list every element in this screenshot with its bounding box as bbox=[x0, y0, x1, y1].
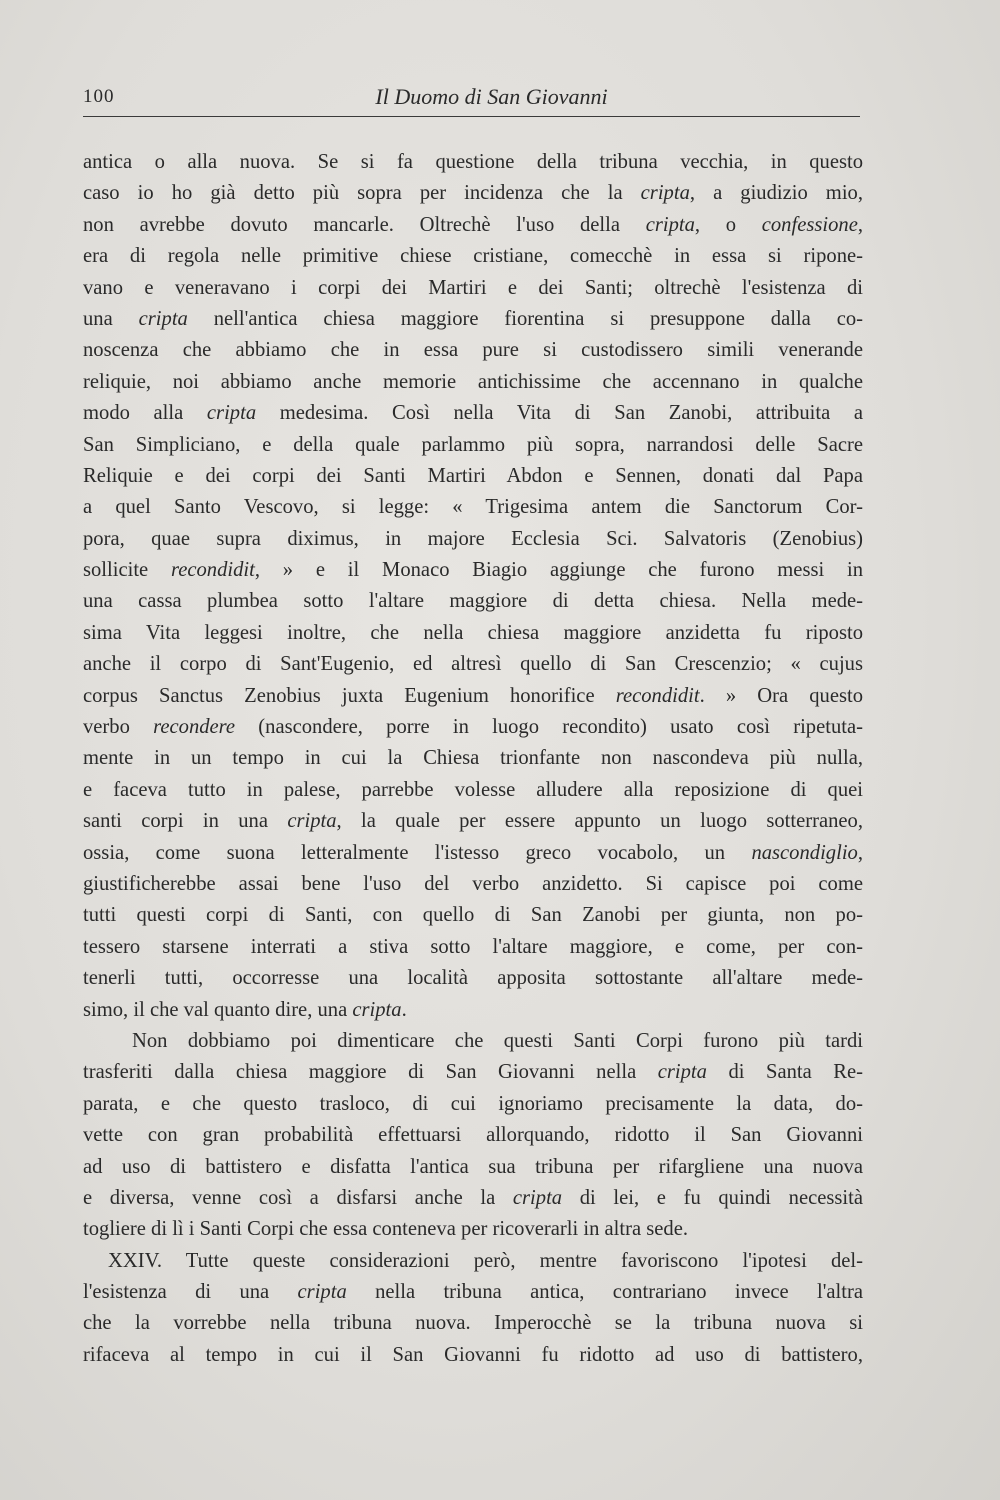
page-number: 100 bbox=[83, 86, 115, 107]
text-line: pora, quae supra diximus, in majore Ecclesia Sci. Salvatoris (Zenobius) bbox=[83, 527, 863, 550]
text-line: sima Vita leggesi inoltre, che nella chiesa maggiore anzidetta fu riposto bbox=[83, 621, 863, 644]
text-line: antica o alla nuova. Se si fa questione della tribuna vecchia, in questo bbox=[83, 151, 863, 173]
text-line: e diversa, venne così a disfarsi anche la cripta di lei, e fu quindi necessità bbox=[83, 1186, 863, 1209]
text-line: che la vorrebbe nella tribuna nuova. Imperocchè se la tribuna nuova si bbox=[83, 1312, 863, 1335]
text-line: vano e veneravano i corpi dei Martiri e dei Santi; oltrechè l'esistenza di bbox=[83, 276, 863, 299]
text-line: tessero starsene interrati a stiva sotto l'altare maggiore, e come, per con- bbox=[83, 935, 863, 958]
text-line: ossia, come suona letteralmente l'istesso greco vocabolo, un nascondiglio, bbox=[83, 841, 863, 864]
text-line: tutti questi corpi di Santi, con quello di San Zanobi per giunta, non po- bbox=[83, 904, 863, 927]
text-line: parata, e che questo trasloco, di cui ignoriamo precisamente la data, do- bbox=[83, 1092, 863, 1115]
text-line: una cripta nell'antica chiesa maggiore fiorentina si presuppone dalla co- bbox=[83, 307, 864, 330]
text-line: reliquie, noi abbiamo anche memorie antichissime che accennano in qualche bbox=[83, 370, 863, 393]
text-line: non avrebbe dovuto mancarle. Oltrechè l'uso della cripta, o confessione, bbox=[83, 213, 863, 236]
text-line: vette con gran probabilità effettuarsi allorquando, ridotto il San Giovanni bbox=[83, 1124, 863, 1147]
text-line: noscenza che abbiamo che in essa pure si custodissero simili venerande bbox=[83, 339, 863, 362]
running-head bbox=[83, 82, 860, 117]
running-title: Il Duomo di San Giovanni bbox=[375, 84, 608, 109]
text-line: trasferiti dalla chiesa maggiore di San Giovanni nella cripta di Santa Re- bbox=[83, 1061, 864, 1084]
text-line: rifaceva al tempo in cui il San Giovanni fu ridotto ad uso di battistero, bbox=[83, 1343, 863, 1366]
text-line: l'esistenza di una cripta nella tribuna antica, contrariano invece l'altra bbox=[83, 1281, 863, 1304]
text-line: a quel Santo Vescovo, si legge: « Trigesima antem die Sanctorum Cor- bbox=[83, 496, 863, 519]
text-line: verbo recondere (nascondere, porre in luogo recondito) usato così ripetuta- bbox=[83, 716, 863, 739]
paragraph-end-line: simo, il che val quanto dire, una cripta. bbox=[83, 998, 407, 1021]
text-line: San Simpliciano, e della quale parlammo più sopra, narrandosi delle Sacre bbox=[83, 433, 863, 456]
text-line: una cassa plumbea sotto l'altare maggiore di detta chiesa. Nella mede- bbox=[83, 590, 863, 613]
text-line: mente in un tempo in cui la Chiesa trionfante non nascondeva più nulla, bbox=[83, 747, 863, 770]
text-line: tenerli tutti, occorresse una località apposita sottostante all'altare mede- bbox=[83, 967, 863, 990]
text-line: era di regola nelle primitive chiese cristiane, comecchè in essa si ripone- bbox=[83, 245, 863, 268]
text-line: santi corpi in una cripta, la quale per essere appunto un luogo sotterraneo, bbox=[83, 810, 863, 833]
text-line: giustificherebbe assai bene l'uso del verbo anzidetto. Si capisce poi come bbox=[83, 872, 863, 895]
text-line: caso io ho già detto più sopra per incidenza che la cripta, a giudizio mio, bbox=[83, 182, 863, 205]
text-line: anche il corpo di Sant'Eugenio, ed altresì quello di San Crescenzio; « cujus bbox=[83, 653, 863, 676]
text-line: e faceva tutto in palese, parrebbe volesse alludere alla reposizione di quei bbox=[83, 778, 863, 801]
text-line: ad uso di battistero e disfatta l'antica sua tribuna per rifargliene una nuova bbox=[83, 1155, 863, 1178]
paragraph-first-line: Non dobbiamo poi dimenticare che questi Santi Corpi furono più tardi bbox=[132, 1029, 863, 1052]
section-start-line: XXIV. Tutte queste considerazioni però, mentre favoriscono l'ipotesi del- bbox=[108, 1249, 863, 1272]
text-line: modo alla cripta medesima. Così nella Vita di San Zanobi, attribuita a bbox=[83, 402, 864, 425]
body-text bbox=[83, 147, 863, 1371]
text-line: corpus Sanctus Zenobius juxta Eugenium honorifice recondidit. » Ora questo bbox=[83, 684, 863, 707]
paragraph-end-line: togliere di lì i Santi Corpi che essa conteneva per ricoverarli in altra sede. bbox=[83, 1218, 689, 1241]
text-line: Reliquie e dei corpi dei Santi Martiri Abdon e Sennen, donati dal Papa bbox=[83, 464, 863, 487]
text-line: sollicite recondidit, » e il Monaco Biagio aggiunge che furono messi in bbox=[83, 559, 863, 582]
